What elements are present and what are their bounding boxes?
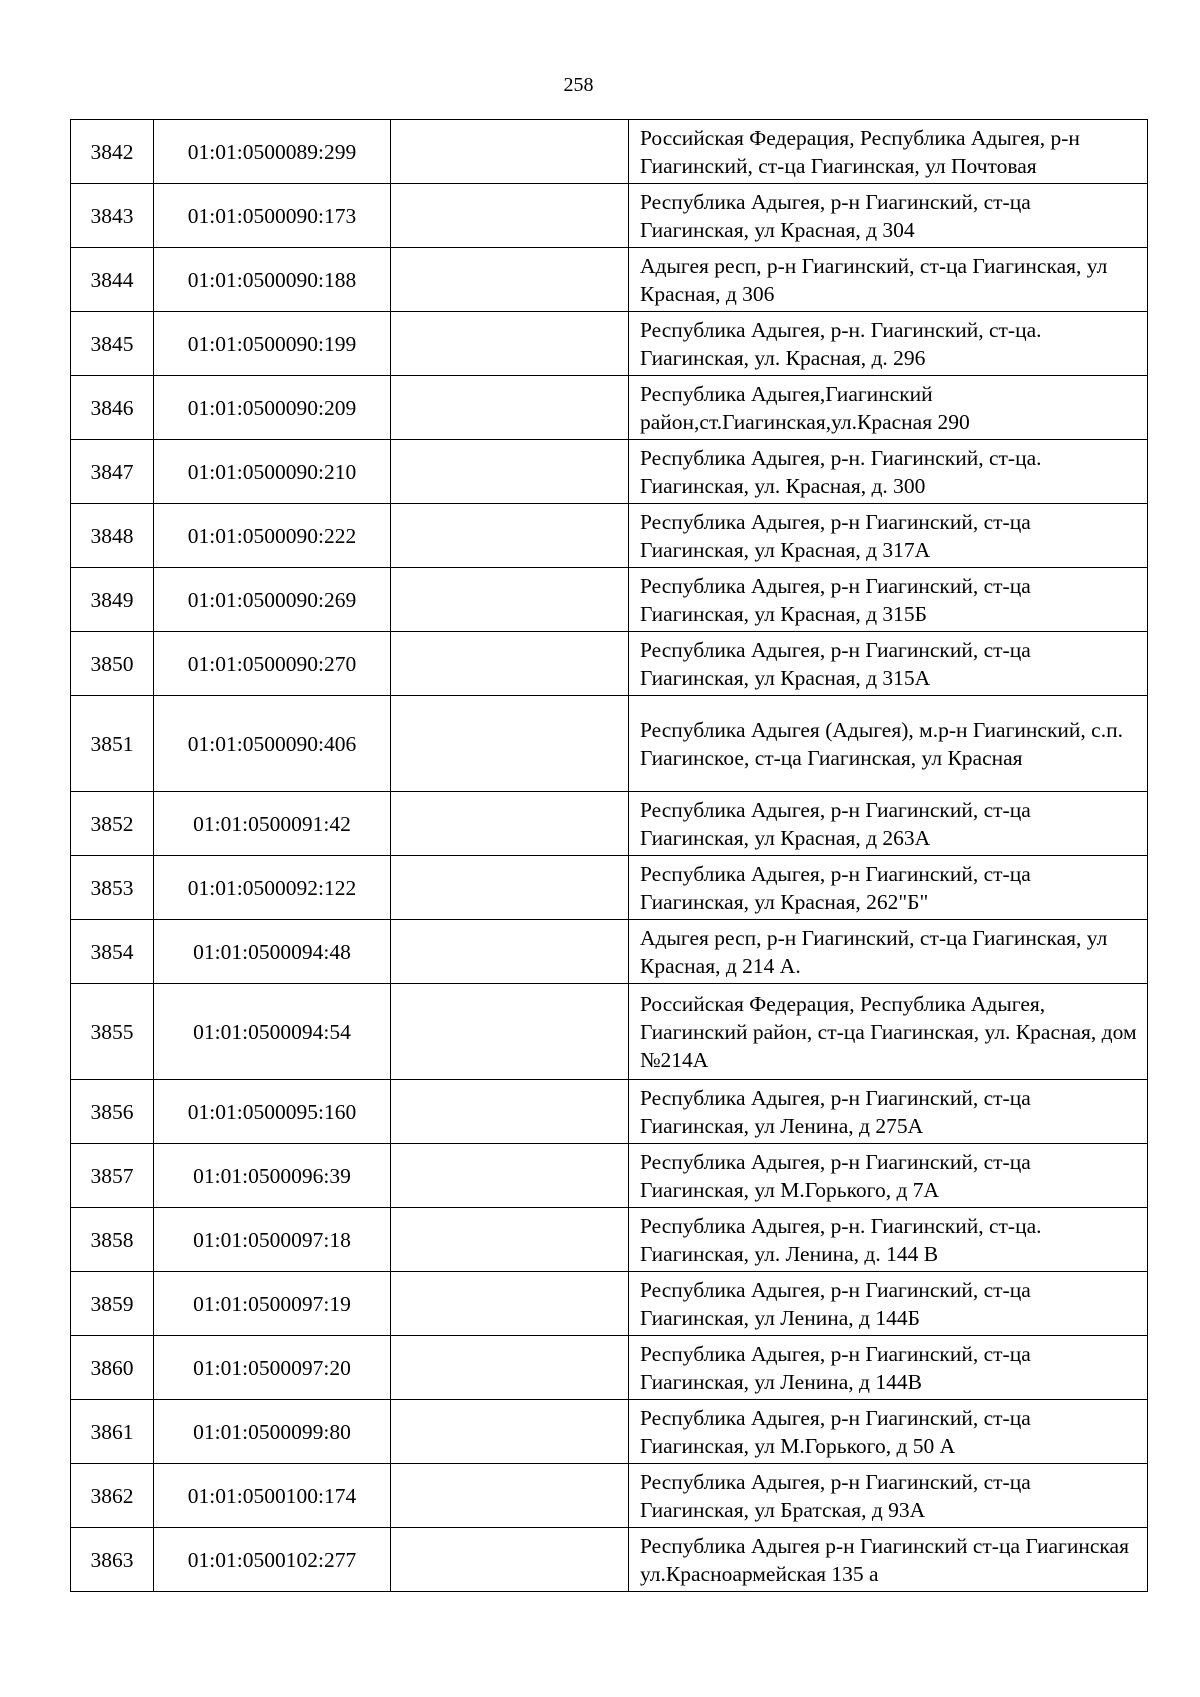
cadastral-number-cell: 01:01:0500090:188 bbox=[154, 248, 391, 312]
address-cell: Республика Адыгея р-н Гиагинский ст-ца Гиагинская ул.Красноармейская 135 а bbox=[629, 1528, 1148, 1592]
row-number-cell: 3844 bbox=[71, 248, 154, 312]
empty-cell bbox=[391, 696, 629, 792]
cadastral-number-cell: 01:01:0500099:80 bbox=[154, 1400, 391, 1464]
table-row bbox=[71, 920, 1148, 984]
table-row bbox=[71, 984, 1148, 1080]
address-cell: Российская Федерация, Республика Адыгея, Гиагинский район, ст-ца Гиагинская, ул. Красная, дом №214А bbox=[629, 984, 1148, 1080]
cadastral-number-cell: 01:01:0500090:222 bbox=[154, 504, 391, 568]
table-row bbox=[71, 792, 1148, 856]
empty-cell bbox=[391, 1272, 629, 1336]
table-row bbox=[71, 1464, 1148, 1528]
row-number-cell: 3846 bbox=[71, 376, 154, 440]
table-row bbox=[71, 856, 1148, 920]
cadastral-number-cell: 01:01:0500090:209 bbox=[154, 376, 391, 440]
cadastral-number-cell: 01:01:0500096:39 bbox=[154, 1144, 391, 1208]
cadastral-number-cell: 01:01:0500091:42 bbox=[154, 792, 391, 856]
empty-cell bbox=[391, 632, 629, 696]
table-row bbox=[71, 1400, 1148, 1464]
address-cell: Республика Адыгея, р-н Гиагинский, ст-ца Гиагинская, ул Ленина, д 144В bbox=[629, 1336, 1148, 1400]
cadastral-number-cell: 01:01:0500090:269 bbox=[154, 568, 391, 632]
table-body bbox=[71, 120, 1148, 1592]
address-cell: Республика Адыгея, р-н Гиагинский, ст-ца Гиагинская, ул Красная, д 304 bbox=[629, 184, 1148, 248]
cadastral-number-cell: 01:01:0500089:299 bbox=[154, 120, 391, 184]
row-number-cell: 3854 bbox=[71, 920, 154, 984]
address-cell: Республика Адыгея, р-н. Гиагинский, ст-ца. Гиагинская, ул. Ленина, д. 144 В bbox=[629, 1208, 1148, 1272]
cadastral-number-cell: 01:01:0500092:122 bbox=[154, 856, 391, 920]
empty-cell bbox=[391, 792, 629, 856]
table-row bbox=[71, 568, 1148, 632]
empty-cell bbox=[391, 248, 629, 312]
row-number-cell: 3862 bbox=[71, 1464, 154, 1528]
address-cell: Республика Адыгея, р-н Гиагинский, ст-ца Гиагинская, ул Красная, д 317А bbox=[629, 504, 1148, 568]
table-row bbox=[71, 696, 1148, 792]
table-row bbox=[71, 1080, 1148, 1144]
table-row bbox=[71, 312, 1148, 376]
address-cell: Республика Адыгея, р-н Гиагинский, ст-ца Гиагинская, ул Братская, д 93А bbox=[629, 1464, 1148, 1528]
address-cell: Республика Адыгея, р-н Гиагинский, ст-ца Гиагинская, ул Красная, д 263А bbox=[629, 792, 1148, 856]
row-number-cell: 3861 bbox=[71, 1400, 154, 1464]
empty-cell bbox=[391, 1080, 629, 1144]
row-number-cell: 3851 bbox=[71, 696, 154, 792]
empty-cell bbox=[391, 504, 629, 568]
address-cell: Республика Адыгея, р-н Гиагинский, ст-ца Гиагинская, ул Красная, д 315А bbox=[629, 632, 1148, 696]
cadastral-number-cell: 01:01:0500090:199 bbox=[154, 312, 391, 376]
address-cell: Республика Адыгея (Адыгея), м.р-н Гиагинский, с.п. Гиагинское, ст-ца Гиагинская, ул Красная bbox=[629, 696, 1148, 792]
empty-cell bbox=[391, 184, 629, 248]
address-cell: Республика Адыгея, р-н Гиагинский, ст-ца Гиагинская, ул М.Горького, д 50 А bbox=[629, 1400, 1148, 1464]
address-cell: Адыгея респ, р-н Гиагинский, ст-ца Гиагинская, ул Красная, д 214 А. bbox=[629, 920, 1148, 984]
row-number-cell: 3860 bbox=[71, 1336, 154, 1400]
table-row bbox=[71, 632, 1148, 696]
table-row bbox=[71, 376, 1148, 440]
address-cell: Республика Адыгея, р-н. Гиагинский, ст-ца. Гиагинская, ул. Красная, д. 296 bbox=[629, 312, 1148, 376]
page-number: 258 bbox=[563, 74, 594, 96]
row-number-cell: 3859 bbox=[71, 1272, 154, 1336]
row-number-cell: 3858 bbox=[71, 1208, 154, 1272]
table-row bbox=[71, 184, 1148, 248]
address-cell: Республика Адыгея, р-н. Гиагинский, ст-ца. Гиагинская, ул. Красная, д. 300 bbox=[629, 440, 1148, 504]
table-row bbox=[71, 248, 1148, 312]
cadastral-number-cell: 01:01:0500090:173 bbox=[154, 184, 391, 248]
empty-cell bbox=[391, 1464, 629, 1528]
cadastral-number-cell: 01:01:0500094:48 bbox=[154, 920, 391, 984]
table-row bbox=[71, 1528, 1148, 1592]
cadastral-number-cell: 01:01:0500095:160 bbox=[154, 1080, 391, 1144]
table-row bbox=[71, 120, 1148, 184]
address-cell: Российская Федерация, Республика Адыгея, р-н Гиагинский, ст-ца Гиагинская, ул Почтовая bbox=[629, 120, 1148, 184]
address-cell: Республика Адыгея, р-н Гиагинский, ст-ца Гиагинская, ул М.Горького, д 7А bbox=[629, 1144, 1148, 1208]
table-row bbox=[71, 1272, 1148, 1336]
address-cell: Республика Адыгея, р-н Гиагинский, ст-ца Гиагинская, ул Ленина, д 275А bbox=[629, 1080, 1148, 1144]
table-row bbox=[71, 1336, 1148, 1400]
row-number-cell: 3845 bbox=[71, 312, 154, 376]
cadastral-number-cell: 01:01:0500100:174 bbox=[154, 1464, 391, 1528]
cadastral-number-cell: 01:01:0500090:270 bbox=[154, 632, 391, 696]
row-number-cell: 3852 bbox=[71, 792, 154, 856]
empty-cell bbox=[391, 1336, 629, 1400]
row-number-cell: 3855 bbox=[71, 984, 154, 1080]
row-number-cell: 3863 bbox=[71, 1528, 154, 1592]
empty-cell bbox=[391, 1208, 629, 1272]
row-number-cell: 3853 bbox=[71, 856, 154, 920]
address-cell: Республика Адыгея, р-н Гиагинский, ст-ца Гиагинская, ул Ленина, д 144Б bbox=[629, 1272, 1148, 1336]
empty-cell bbox=[391, 1400, 629, 1464]
empty-cell bbox=[391, 568, 629, 632]
empty-cell bbox=[391, 920, 629, 984]
row-number-cell: 3843 bbox=[71, 184, 154, 248]
cadastral-number-cell: 01:01:0500090:406 bbox=[154, 696, 391, 792]
empty-cell bbox=[391, 1144, 629, 1208]
empty-cell bbox=[391, 984, 629, 1080]
empty-cell bbox=[391, 376, 629, 440]
row-number-cell: 3847 bbox=[71, 440, 154, 504]
cadastral-number-cell: 01:01:0500097:18 bbox=[154, 1208, 391, 1272]
cadastral-number-cell: 01:01:0500097:20 bbox=[154, 1336, 391, 1400]
address-cell: Адыгея респ, р-н Гиагинский, ст-ца Гиагинская, ул Красная, д 306 bbox=[629, 248, 1148, 312]
table-row bbox=[71, 1208, 1148, 1272]
row-number-cell: 3857 bbox=[71, 1144, 154, 1208]
cadastral-number-cell: 01:01:0500102:277 bbox=[154, 1528, 391, 1592]
row-number-cell: 3842 bbox=[71, 120, 154, 184]
address-cell: Республика Адыгея, р-н Гиагинский, ст-ца Гиагинская, ул Красная, д 315Б bbox=[629, 568, 1148, 632]
cadastral-table bbox=[70, 119, 1148, 1592]
cadastral-number-cell: 01:01:0500094:54 bbox=[154, 984, 391, 1080]
cadastral-number-cell: 01:01:0500097:19 bbox=[154, 1272, 391, 1336]
row-number-cell: 3850 bbox=[71, 632, 154, 696]
row-number-cell: 3856 bbox=[71, 1080, 154, 1144]
empty-cell bbox=[391, 856, 629, 920]
table-row bbox=[71, 440, 1148, 504]
row-number-cell: 3848 bbox=[71, 504, 154, 568]
empty-cell bbox=[391, 120, 629, 184]
address-cell: Республика Адыгея,Гиагинский район,ст.Гиагинская,ул.Красная 290 bbox=[629, 376, 1148, 440]
table-row bbox=[71, 504, 1148, 568]
row-number-cell: 3849 bbox=[71, 568, 154, 632]
empty-cell bbox=[391, 1528, 629, 1592]
address-cell: Республика Адыгея, р-н Гиагинский, ст-ца Гиагинская, ул Красная, 262"Б" bbox=[629, 856, 1148, 920]
table-row bbox=[71, 1144, 1148, 1208]
empty-cell bbox=[391, 440, 629, 504]
cadastral-number-cell: 01:01:0500090:210 bbox=[154, 440, 391, 504]
empty-cell bbox=[391, 312, 629, 376]
